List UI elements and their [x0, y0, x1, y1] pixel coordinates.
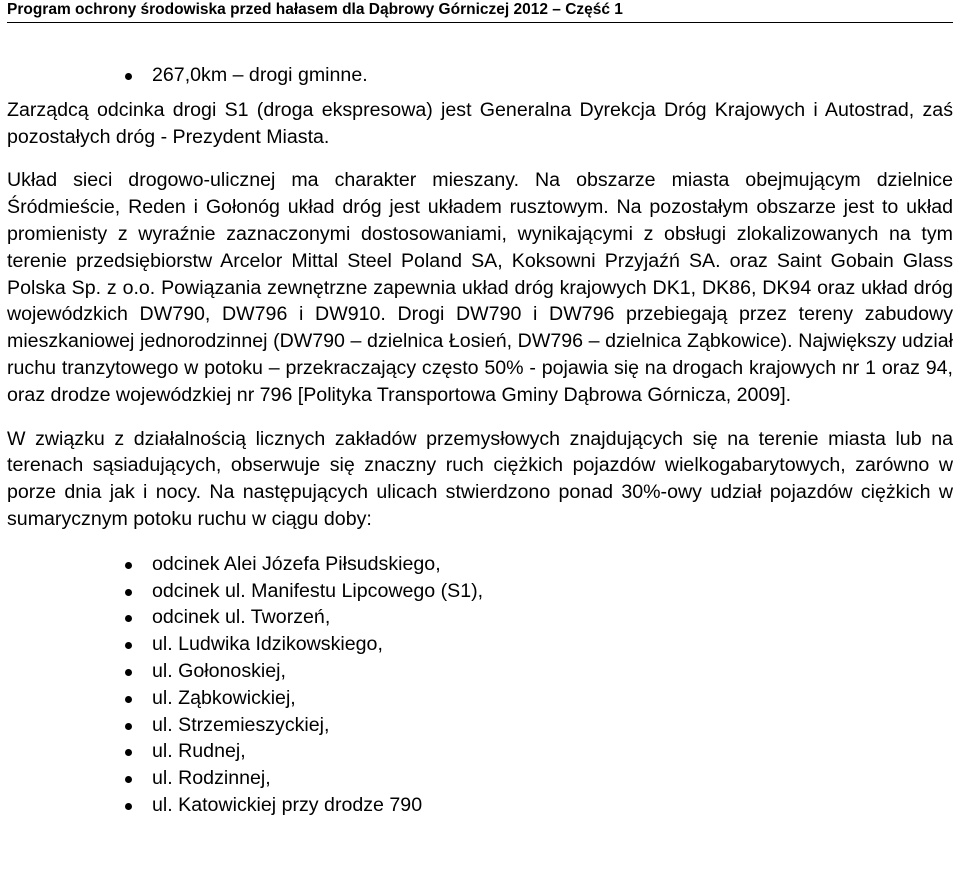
list-item — [7, 551, 953, 578]
list-item — [7, 738, 953, 765]
list-item-text: ul. Ząbkowickiej, — [152, 686, 296, 709]
list-item-text: odcinek ul. Tworzeń, — [152, 606, 331, 629]
bullet-icon — [125, 615, 132, 622]
list-item — [7, 604, 953, 631]
paragraph-road-management: Zarządcą odcinka drogi S1 (droga ekspresowa) jest Generalna Dyrekcja Dróg Krajowych i Autostrad, zaś pozostałych dróg - Prezydent Miasta. — [7, 98, 953, 148]
bullet-icon — [125, 73, 132, 80]
bullet-icon — [125, 669, 132, 676]
bullet-icon — [125, 776, 132, 783]
list-item — [7, 712, 953, 739]
bullet-icon — [125, 749, 132, 756]
list-item — [7, 792, 953, 819]
list-item — [7, 62, 953, 89]
list-item-text: 267,0km – drogi gminne. — [152, 64, 368, 86]
bullet-icon — [125, 803, 132, 810]
paragraph-heavy-traffic: W związku z działalnością licznych zakładów przemysłowych znajdujących się na terenie miasta lub na terenach sąsiadujących, obserwuje się znaczny ruch ciężkich pojazdów wielkogabarytowych, zarówno w porze dnia jak i nocy. Na następujących ulicach stwierdzono ponad 30%-owy udział pojazdów ciężkich w sumarycznym potoku ruchu w ciągu doby: — [7, 427, 953, 530]
list-item-text: ul. Rodzinnej, — [152, 767, 271, 790]
document-body — [7, 62, 953, 819]
street-bullet-list — [7, 551, 953, 819]
bullet-icon — [125, 696, 132, 703]
header-title: Program ochrony środowiska przed hałasem dla Dąbrowy Górniczej 2012 – Część 1 — [7, 1, 623, 18]
bullet-icon — [125, 723, 132, 730]
list-item — [7, 685, 953, 712]
list-item-text: ul. Strzemieszyckiej, — [152, 713, 330, 736]
page-header — [7, 0, 953, 23]
bullet-icon — [125, 562, 132, 569]
list-item — [7, 631, 953, 658]
top-bullet-list — [7, 62, 953, 89]
bullet-icon — [125, 642, 132, 649]
list-item-text: ul. Ludwika Idzikowskiego, — [152, 633, 383, 656]
list-item — [7, 765, 953, 792]
list-item — [7, 578, 953, 605]
list-item-text: odcinek ul. Manifestu Lipcowego (S1), — [152, 579, 484, 602]
list-item — [7, 658, 953, 685]
list-item-text: odcinek Alei Józefa Piłsudskiego, — [152, 552, 441, 575]
list-item-text: ul. Katowickiej przy drodze 790 — [152, 793, 423, 816]
bullet-icon — [125, 589, 132, 596]
list-item-text: ul. Rudnej, — [152, 740, 246, 763]
paragraph-road-network: Układ sieci drogowo-ulicznej ma charakter mieszany. Na obszarze miasta obejmującym dzielnice Śródmieście, Reden i Gołonóg układ dróg jest układem rusztowym. Na pozostałym obszarze jest to układ promienisty z wyraźnie zaznaczonymi dostosowaniami, wynikającymi z obsługi zlokalizowanych na tym terenie przedsiębiorstw Arcelor Mittal Steel Poland SA, Koksowni Przyjaźń SA. oraz Saint Gobain Glass Polska Sp. z o.o. Powiązania zewnętrzne zapewnia układ dróg krajowych DK1, DK86, DK94 oraz układ dróg wojewódzkich DW790, DW796 i DW910. Drogi DW790 i DW796 przebiegają przez tereny zabudowy mieszkaniowej jednorodzinnej (DW790 – dzielnica Łosień, DW796 – dzielnica Ząbkowice). Największy udział ruchu tranzytowego w potoku – przekraczający często 50% - pojawia się na drogach krajowych nr 1 oraz 94, oraz drodze wojewódzkiej nr 796 [Polityka Transportowa Gminy Dąbrowa Górnicza, 2009]. — [7, 169, 953, 406]
list-item-text: ul. Gołonoskiej, — [152, 659, 286, 682]
